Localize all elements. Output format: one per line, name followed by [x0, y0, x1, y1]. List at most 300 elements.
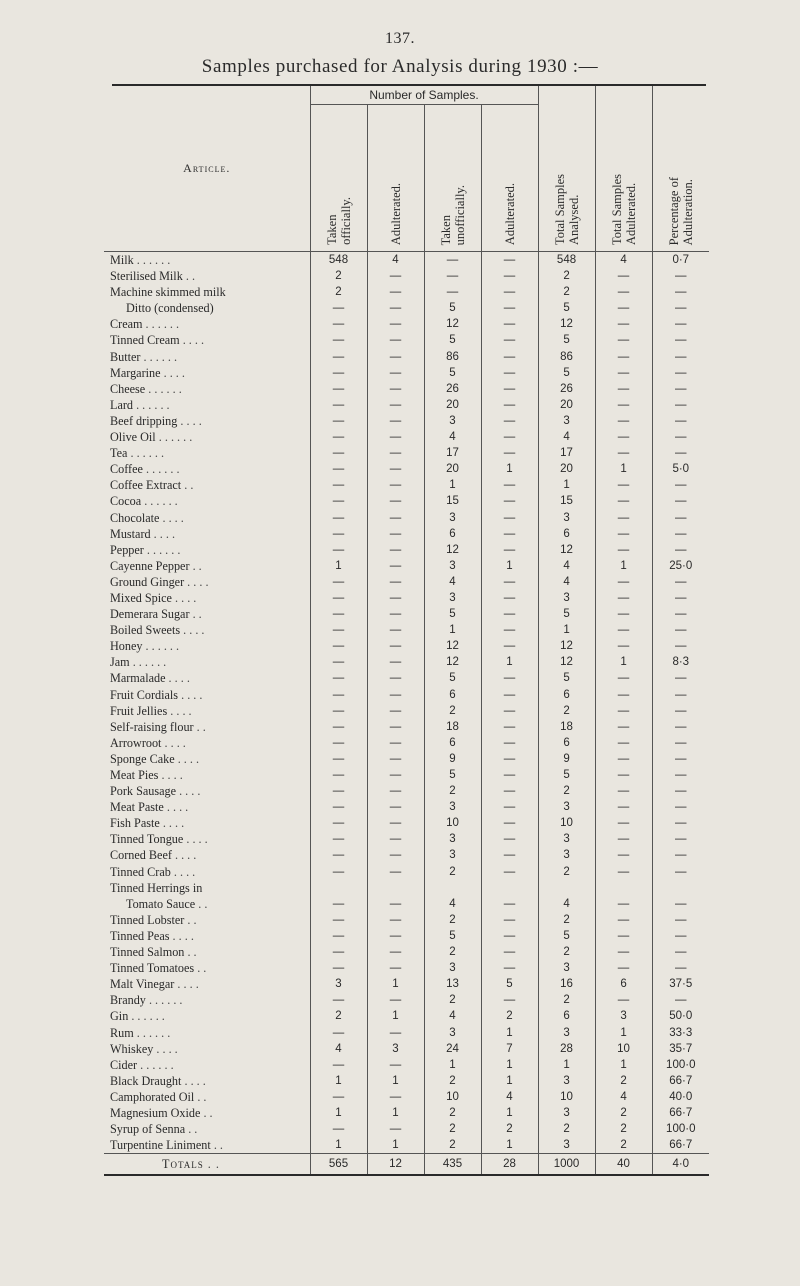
- table-cell: —: [310, 1057, 367, 1073]
- table-row: [104, 976, 709, 992]
- table-row: [104, 896, 709, 912]
- table-cell: —: [367, 992, 424, 1008]
- table-cell: 3: [538, 413, 595, 429]
- table-cell: —: [310, 445, 367, 461]
- article-name: Tinned Cream . . . .: [110, 333, 205, 348]
- table-cell: 12: [538, 542, 595, 558]
- table-cell: —: [310, 477, 367, 493]
- table-cell: 12: [424, 542, 481, 558]
- table-row: [104, 799, 709, 815]
- table-cell: —: [595, 638, 652, 654]
- table-cell: 2: [424, 912, 481, 928]
- table-cell: 10: [595, 1041, 652, 1057]
- table-cell: 3: [595, 1008, 652, 1024]
- table-cell: —: [652, 606, 709, 622]
- table-cell: 4: [538, 558, 595, 574]
- table-cell: —: [367, 638, 424, 654]
- article-name: Lard . . . . . .: [110, 397, 170, 412]
- table-cell: —: [481, 799, 538, 815]
- table-row: [104, 300, 709, 316]
- table-cell: —: [652, 590, 709, 606]
- table-cell: —: [595, 847, 652, 863]
- table-cell: —: [595, 526, 652, 542]
- table-cell: 1: [424, 1057, 481, 1073]
- table-cell: —: [595, 992, 652, 1008]
- table-cell: 1: [481, 1073, 538, 1089]
- table-cell: —: [310, 847, 367, 863]
- article-name: Cayenne Pepper . .: [110, 558, 202, 573]
- table-cell: 5: [538, 767, 595, 783]
- table-cell: —: [481, 847, 538, 863]
- table-cell: —: [595, 735, 652, 751]
- table-cell: 6: [424, 735, 481, 751]
- article-name: Tinned Herrings in: [110, 880, 203, 895]
- article-name: Gin . . . . . .: [110, 1009, 165, 1024]
- table-cell: 2: [595, 1073, 652, 1089]
- table-cell: 1: [481, 461, 538, 477]
- table-cell: 4: [538, 896, 595, 912]
- table-row: [104, 365, 709, 381]
- article-name: Pepper . . . . . .: [110, 542, 181, 557]
- table-cell: 6: [538, 1008, 595, 1024]
- table-cell: —: [595, 397, 652, 413]
- table-cell: 2: [481, 1008, 538, 1024]
- table-cell: —: [652, 735, 709, 751]
- table-row: [104, 960, 709, 976]
- table-row: [104, 880, 709, 896]
- table-cell: —: [367, 590, 424, 606]
- table-cell: —: [310, 992, 367, 1008]
- table-cell: —: [652, 992, 709, 1008]
- table-cell: —: [367, 928, 424, 944]
- table-row: [104, 622, 709, 638]
- table-cell: 1: [538, 477, 595, 493]
- table-cell: —: [481, 687, 538, 703]
- table-cell: —: [652, 912, 709, 928]
- table-cell: 1: [595, 1057, 652, 1073]
- table-cell: —: [652, 510, 709, 526]
- table-cell: 1: [367, 976, 424, 992]
- header-number-of-samples: Number of Samples.: [310, 86, 538, 105]
- table-cell: 1: [481, 654, 538, 670]
- table-cell: —: [367, 381, 424, 397]
- article-name: Cider . . . . . .: [110, 1057, 174, 1072]
- table-cell: 2: [310, 268, 367, 284]
- table-cell: 17: [424, 445, 481, 461]
- table-cell: 3: [424, 831, 481, 847]
- table-cell: —: [310, 493, 367, 509]
- table-cell: —: [481, 526, 538, 542]
- table-row: [104, 429, 709, 445]
- table-cell: —: [652, 477, 709, 493]
- table-cell: —: [367, 574, 424, 590]
- table-cell: —: [367, 670, 424, 686]
- article-name: Tinned Peas . . . .: [110, 928, 194, 943]
- table-cell: —: [652, 687, 709, 703]
- table-cell: —: [367, 622, 424, 638]
- table-cell: —: [595, 719, 652, 735]
- table-cell: —: [595, 831, 652, 847]
- table-row: [104, 461, 709, 477]
- table-cell: 1: [538, 622, 595, 638]
- table-cell: —: [481, 928, 538, 944]
- table-row: [104, 928, 709, 944]
- table-cell: 2: [538, 1121, 595, 1137]
- table-cell: —: [481, 767, 538, 783]
- table-cell: —: [652, 847, 709, 863]
- table-cell: 66·7: [652, 1137, 709, 1154]
- table-cell: —: [481, 992, 538, 1008]
- table-cell: —: [310, 670, 367, 686]
- table-cell: 3: [538, 590, 595, 606]
- article-name: Demerara Sugar . .: [110, 607, 202, 622]
- table-cell: —: [310, 461, 367, 477]
- table-cell: 2: [310, 284, 367, 300]
- table-cell: —: [595, 815, 652, 831]
- table-cell: 3: [538, 1105, 595, 1121]
- table-cell: —: [367, 365, 424, 381]
- table-cell: —: [310, 413, 367, 429]
- article-name: Brandy . . . . . .: [110, 993, 183, 1008]
- table-cell: —: [595, 670, 652, 686]
- article-name: Turpentine Liniment . .: [110, 1138, 223, 1153]
- table-cell: —: [367, 461, 424, 477]
- table-row: [104, 510, 709, 526]
- totals-cell: 12: [367, 1154, 424, 1176]
- table-row: [104, 349, 709, 365]
- table-row: [104, 719, 709, 735]
- table-cell: —: [652, 767, 709, 783]
- article-name: Syrup of Senna . .: [110, 1122, 198, 1137]
- table-cell: —: [367, 445, 424, 461]
- table-cell: —: [481, 670, 538, 686]
- table-cell: —: [310, 799, 367, 815]
- table-cell: 10: [538, 815, 595, 831]
- table-cell: 4: [481, 1089, 538, 1105]
- table-cell: —: [367, 429, 424, 445]
- table-cell: —: [367, 300, 424, 316]
- table-cell: 1: [424, 622, 481, 638]
- article-name: Beef dripping . . . .: [110, 413, 202, 428]
- table-row: [104, 316, 709, 332]
- table-cell: —: [652, 896, 709, 912]
- table-cell: 3: [538, 1137, 595, 1154]
- table-cell: —: [367, 687, 424, 703]
- table-cell: 24: [424, 1041, 481, 1057]
- table-cell: —: [652, 268, 709, 284]
- table-cell: —: [481, 815, 538, 831]
- table-cell: 2: [538, 992, 595, 1008]
- table-cell: 50·0: [652, 1008, 709, 1024]
- table-cell: —: [367, 703, 424, 719]
- table-cell: —: [595, 687, 652, 703]
- table-cell: 3: [424, 799, 481, 815]
- table-cell: —: [367, 558, 424, 574]
- table-cell: —: [652, 638, 709, 654]
- table-cell: —: [310, 1121, 367, 1137]
- article-name: Malt Vinegar . . . .: [110, 977, 199, 992]
- table-cell: —: [595, 896, 652, 912]
- table-cell: 12: [538, 654, 595, 670]
- table-cell: —: [367, 896, 424, 912]
- table-cell: —: [367, 783, 424, 799]
- table-cell: 18: [538, 719, 595, 735]
- table-cell: 5: [538, 365, 595, 381]
- table-cell: 1: [595, 654, 652, 670]
- table-cell: —: [652, 349, 709, 365]
- article-name: Butter . . . . . .: [110, 349, 178, 364]
- table-cell: 3: [424, 1025, 481, 1041]
- table-cell: 5: [481, 976, 538, 992]
- table-cell: 2: [595, 1105, 652, 1121]
- totals-cell: 28: [481, 1154, 538, 1176]
- table-cell: 1: [481, 1105, 538, 1121]
- table-row: [104, 1041, 709, 1057]
- table-cell: 100·0: [652, 1057, 709, 1073]
- table-cell: —: [481, 751, 538, 767]
- table-cell: 4: [538, 429, 595, 445]
- table-cell: —: [310, 397, 367, 413]
- table-cell: —: [310, 751, 367, 767]
- table-cell: 3: [424, 558, 481, 574]
- table-cell: 2: [424, 944, 481, 960]
- article-name: Fruit Cordials . . . .: [110, 687, 203, 702]
- table-cell: 1: [367, 1105, 424, 1121]
- table-cell: —: [595, 783, 652, 799]
- table-cell: —: [595, 751, 652, 767]
- table-cell: —: [652, 300, 709, 316]
- table-cell: —: [595, 510, 652, 526]
- table-cell: 1: [595, 1025, 652, 1041]
- table-cell: —: [310, 687, 367, 703]
- table-cell: 3: [538, 1073, 595, 1089]
- table-cell: —: [481, 381, 538, 397]
- table-cell: 1: [481, 1057, 538, 1073]
- table-row: [104, 815, 709, 831]
- table-row: [104, 944, 709, 960]
- table-cell: —: [367, 912, 424, 928]
- table-cell: —: [367, 316, 424, 332]
- table-cell: —: [652, 928, 709, 944]
- table-cell: —: [595, 477, 652, 493]
- table-cell: 3: [538, 510, 595, 526]
- table-cell: 33·3: [652, 1025, 709, 1041]
- table-cell: —: [310, 896, 367, 912]
- table-cell: 5: [538, 606, 595, 622]
- table-cell: 2: [595, 1137, 652, 1154]
- table-cell: 15: [538, 493, 595, 509]
- table-cell: 2: [310, 1008, 367, 1024]
- table-cell: —: [481, 429, 538, 445]
- table-cell: 1: [310, 558, 367, 574]
- table-row: [104, 687, 709, 703]
- table-cell: —: [424, 284, 481, 300]
- table-cell: —: [310, 735, 367, 751]
- article-name: Sterilised Milk . .: [110, 269, 195, 284]
- table-cell: 3: [538, 831, 595, 847]
- table-cell: 0·7: [652, 252, 709, 269]
- article-name: Ground Ginger . . . .: [110, 574, 209, 589]
- totals-cell: 565: [310, 1154, 367, 1176]
- table-cell: —: [652, 670, 709, 686]
- header-adulterated-unofficial: Adulterated.: [481, 105, 538, 252]
- table-cell: 4: [595, 252, 652, 269]
- table-cell: —: [310, 815, 367, 831]
- article-name: Honey . . . . . .: [110, 639, 180, 654]
- table-cell: —: [652, 365, 709, 381]
- table-cell: —: [481, 896, 538, 912]
- table-cell: 66·7: [652, 1073, 709, 1089]
- page-number: 137.: [385, 30, 415, 47]
- table-cell: —: [424, 252, 481, 269]
- table-cell: —: [367, 1089, 424, 1105]
- table-cell: 1: [367, 1137, 424, 1154]
- table-cell: 12: [538, 638, 595, 654]
- table-cell: 37·5: [652, 976, 709, 992]
- table-row: [104, 1137, 709, 1154]
- table-cell: —: [310, 928, 367, 944]
- table-cell: 28: [538, 1041, 595, 1057]
- table-cell: 9: [538, 751, 595, 767]
- table-cell: —: [481, 542, 538, 558]
- table-cell: 2: [538, 783, 595, 799]
- article-name: Cheese . . . . . .: [110, 381, 182, 396]
- table-row: [104, 526, 709, 542]
- table-cell: —: [595, 300, 652, 316]
- table-cell: 5: [538, 332, 595, 348]
- table-cell: 1: [367, 1008, 424, 1024]
- table-cell: 2: [424, 783, 481, 799]
- table-cell: —: [481, 284, 538, 300]
- table-cell: —: [652, 960, 709, 976]
- table-cell: —: [367, 815, 424, 831]
- table-cell: —: [481, 365, 538, 381]
- table-row: [104, 1089, 709, 1105]
- table-cell: —: [367, 864, 424, 880]
- table-cell: 5: [424, 300, 481, 316]
- table-cell: 5: [424, 332, 481, 348]
- table-row: [104, 413, 709, 429]
- table-cell: —: [481, 783, 538, 799]
- table-cell: —: [652, 526, 709, 542]
- table-cell: —: [310, 831, 367, 847]
- table-cell: —: [367, 799, 424, 815]
- table-row: [104, 638, 709, 654]
- table-cell: 1: [481, 1025, 538, 1041]
- table-cell: —: [310, 864, 367, 880]
- table-cell: 1: [595, 558, 652, 574]
- header-total-adulterated: Total Samples Adulterated.: [595, 86, 652, 252]
- table-cell: 3: [424, 960, 481, 976]
- header-adulterated-official: Adulterated.: [367, 105, 424, 252]
- table-cell: 6: [424, 687, 481, 703]
- table-cell: —: [595, 349, 652, 365]
- totals-row: [104, 1154, 709, 1176]
- table-row: [104, 252, 709, 269]
- table-cell: —: [481, 606, 538, 622]
- table-cell: —: [595, 493, 652, 509]
- article-name: Meat Pies . . . .: [110, 768, 183, 782]
- table-cell: —: [367, 767, 424, 783]
- table-cell: —: [481, 413, 538, 429]
- table-row: [104, 1121, 709, 1137]
- table-cell: 5: [538, 928, 595, 944]
- table-row: [104, 606, 709, 622]
- table-cell: 2: [424, 992, 481, 1008]
- article-name: Tea . . . . . .: [110, 446, 164, 461]
- article-name: Cream . . . . . .: [110, 317, 180, 332]
- table-cell: 4: [367, 252, 424, 269]
- table-cell: —: [481, 719, 538, 735]
- table-cell: 6: [538, 687, 595, 703]
- table-cell: —: [310, 1025, 367, 1041]
- table-cell: 5: [424, 365, 481, 381]
- table-cell: —: [652, 332, 709, 348]
- article-name: Sponge Cake . . . .: [110, 751, 200, 766]
- table-cell: 2: [424, 703, 481, 719]
- table-cell: 548: [538, 252, 595, 269]
- table-cell: —: [310, 429, 367, 445]
- table-cell: 12: [538, 316, 595, 332]
- totals-cell: 1000: [538, 1154, 595, 1176]
- table-cell: 10: [424, 1089, 481, 1105]
- totals-cell: 40: [595, 1154, 652, 1176]
- table-cell: —: [595, 332, 652, 348]
- table-cell: —: [481, 912, 538, 928]
- table-row: [104, 864, 709, 880]
- table-cell: —: [595, 622, 652, 638]
- table-row: [104, 332, 709, 348]
- table-cell: 4: [424, 574, 481, 590]
- table-cell: —: [481, 349, 538, 365]
- article-name: Coffee . . . . . .: [110, 462, 180, 477]
- table-cell: 66·7: [652, 1105, 709, 1121]
- table-cell: 8·3: [652, 654, 709, 670]
- table-cell: —: [367, 413, 424, 429]
- table-row: [104, 590, 709, 606]
- table-cell: —: [310, 510, 367, 526]
- table-row: [104, 751, 709, 767]
- table-cell: 9: [424, 751, 481, 767]
- table-cell: —: [481, 510, 538, 526]
- table-cell: —: [367, 944, 424, 960]
- table-cell: —: [481, 638, 538, 654]
- table-cell: —: [367, 960, 424, 976]
- table-cell: —: [595, 960, 652, 976]
- table-cell: —: [367, 751, 424, 767]
- article-name: Rum . . . . . .: [110, 1025, 171, 1040]
- table-cell: —: [652, 413, 709, 429]
- table-cell: 17: [538, 445, 595, 461]
- table-cell: —: [310, 606, 367, 622]
- table-cell: —: [595, 703, 652, 719]
- table-cell: —: [595, 316, 652, 332]
- article-name: Corned Beef . . . .: [110, 848, 197, 863]
- table-cell: 20: [538, 461, 595, 477]
- table-row: [104, 397, 709, 413]
- table-cell: 100·0: [652, 1121, 709, 1137]
- table-cell: —: [481, 735, 538, 751]
- header-article: Article.: [104, 86, 310, 252]
- table-cell: —: [310, 1089, 367, 1105]
- table-cell: —: [424, 268, 481, 284]
- table-cell: 10: [424, 815, 481, 831]
- table-cell: —: [481, 944, 538, 960]
- article-name: Boiled Sweets . . . .: [110, 623, 205, 638]
- table-cell: —: [481, 477, 538, 493]
- table-row: [104, 1105, 709, 1121]
- article-name: Mixed Spice . . . .: [110, 590, 197, 605]
